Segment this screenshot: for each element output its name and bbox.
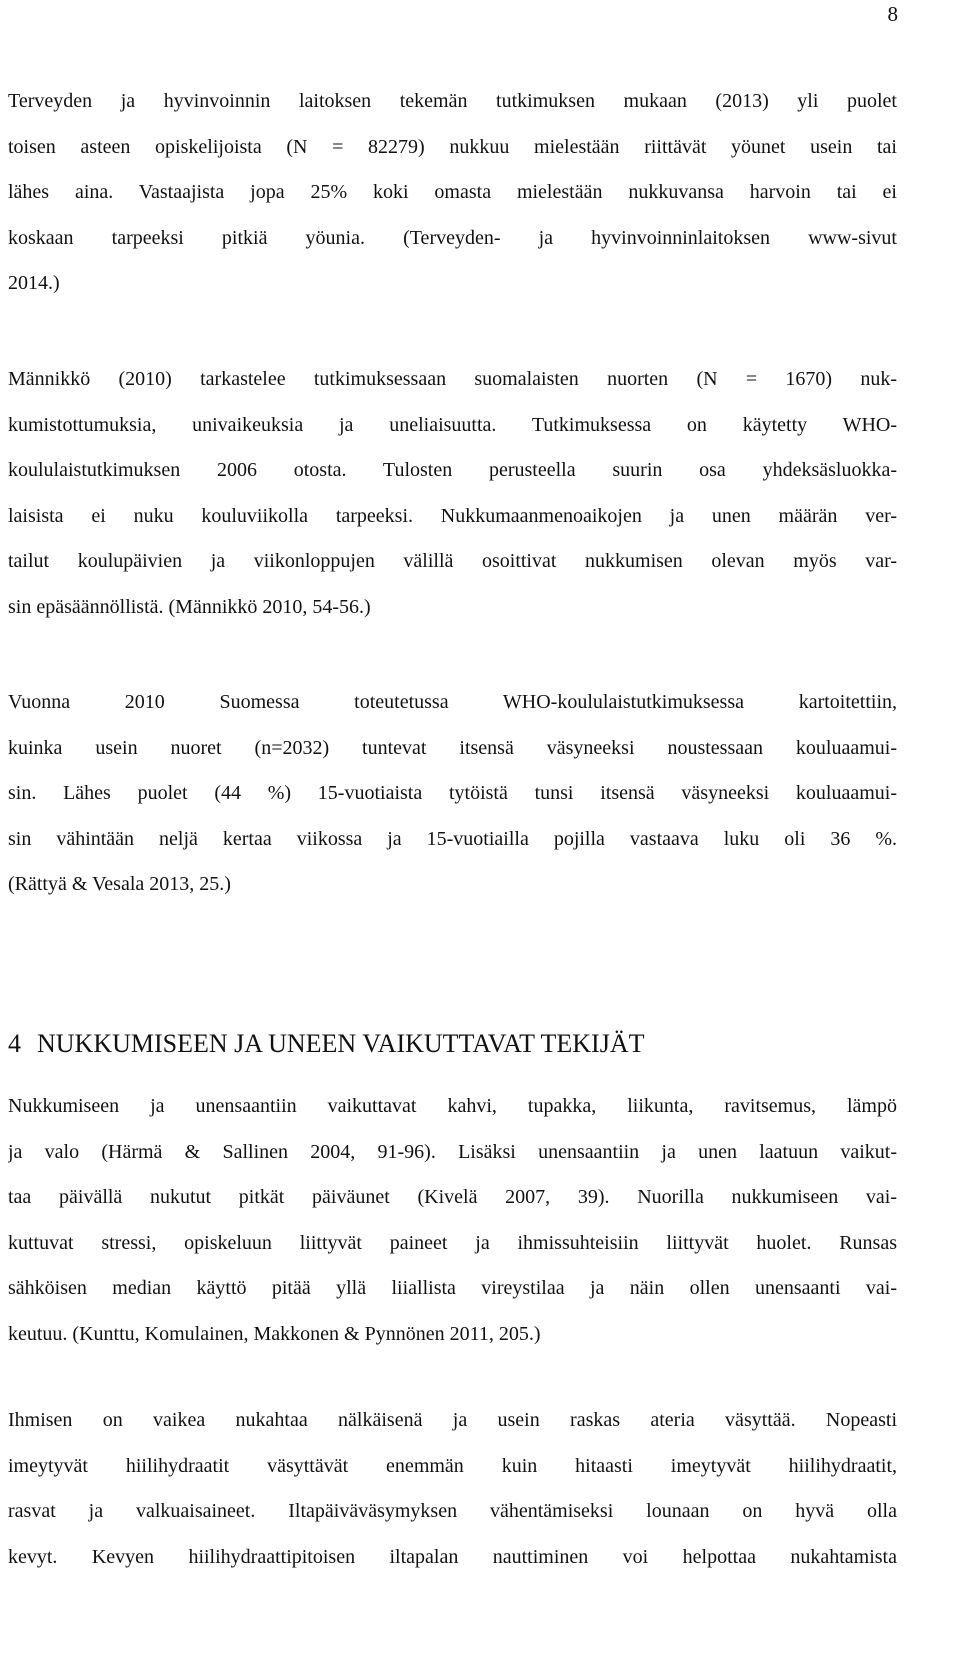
text-line: tailut koulupäivien ja viikonloppujen välillä osoittivat nukkumisen olevan myös var- [8, 550, 897, 572]
paragraph-4 [8, 1084, 897, 1357]
text-line: sin epäsäännöllistä. (Männikkö 2010, 54-56.) [8, 595, 371, 618]
paragraph-1 [8, 79, 897, 307]
text-line: kuttuvat stressi, opiskeluun liittyvät paineet ja ihmissuhteisiin liittyvät huolet. Runsas [8, 1231, 897, 1254]
text-line: kumistottumuksia, univaikeuksia ja uneliaisuutta. Tutkimuksessa on käytetty WHO- [8, 413, 897, 436]
text-line: taa päivällä nukutut pitkät päiväunet (Kivelä 2007, 39). Nuorilla nukkumiseen vai- [8, 1186, 897, 1208]
text-line: sin. Lähes puolet (44 %) 15-vuotiaista tytöistä tunsi itsensä väsyneeksi kouluaamui- [8, 782, 897, 804]
text-line: koskaan tarpeeksi pitkiä yöunia. (Terveyden- ja hyvinvoinninlaitoksen www-sivut [8, 226, 897, 249]
section-heading [8, 1027, 645, 1061]
page-number: 8 [887, 2, 898, 26]
text-line: Terveyden ja hyvinvoinnin laitoksen tekemän tutkimuksen mukaan (2013) yli puolet [8, 90, 897, 112]
text-line: Ihmisen on vaikea nukahtaa nälkäisenä ja usein raskas ateria väsyttää. Nopeasti [8, 1409, 897, 1431]
paragraph-2 [8, 357, 897, 630]
section-number: 4 [8, 1029, 21, 1058]
text-line: rasvat ja valkuaisaineet. Iltapäiväväsymyksen vähentämiseksi lounaan on hyvä olla [8, 1500, 897, 1522]
text-line: koululaistutkimuksen 2006 otosta. Tulosten perusteella suurin osa yhdeksäsluokka- [8, 459, 897, 481]
text-line: laisista ei nuku kouluviikolla tarpeeksi. Nukkumaanmenoaikojen ja unen määrän ver- [8, 504, 897, 527]
text-line: lähes aina. Vastaajista jopa 25% koki omasta mielestään nukkuvansa harvoin tai ei [8, 181, 897, 203]
paragraph-3 [8, 680, 897, 908]
text-line: imeytyvät hiilihydraatit väsyttävät enemmän kuin hitaasti imeytyvät hiilihydraatit, [8, 1454, 897, 1477]
text-line: ja valo (Härmä & Sallinen 2004, 91-96). Lisäksi unensaantiin ja unen laatuun vaikut- [8, 1140, 897, 1163]
section-title: NUKKUMISEEN JA UNEEN VAIKUTTAVAT TEKIJÄT [37, 1029, 645, 1058]
text-line: sin vähintään neljä kertaa viikossa ja 15-vuotiailla pojilla vastaava luku oli 36 %. [8, 827, 897, 850]
text-line: Männikkö (2010) tarkastelee tutkimuksessaan suomalaisten nuorten (N = 1670) nuk- [8, 368, 897, 390]
text-line: 2014.) [8, 272, 60, 294]
text-line: (Rättyä & Vesala 2013, 25.) [8, 873, 231, 895]
text-line: keutuu. (Kunttu, Komulainen, Makkonen & Pynnönen 2011, 205.) [8, 1322, 541, 1345]
text-line: toisen asteen opiskelijoista (N = 82279) nukkuu mielestään riittävät yöunet usein tai [8, 135, 897, 158]
text-line: kevyt. Kevyen hiilihydraattipitoisen iltapalan nauttiminen voi helpottaa nukahtamista [8, 1545, 897, 1568]
paragraph-5 [8, 1398, 897, 1580]
text-line: Vuonna 2010 Suomessa toteutetussa WHO-koululaistutkimuksessa kartoitettiin, [8, 691, 897, 713]
text-line: kuinka usein nuoret (n=2032) tuntevat itsensä väsyneeksi noustessaan kouluaamui- [8, 736, 897, 759]
text-line: Nukkumiseen ja unensaantiin vaikuttavat kahvi, tupakka, liikunta, ravitsemus, lämpö [8, 1095, 897, 1117]
text-line: sähköisen median käyttö pitää yllä liiallista vireystilaa ja näin ollen unensaanti vai- [8, 1277, 897, 1299]
